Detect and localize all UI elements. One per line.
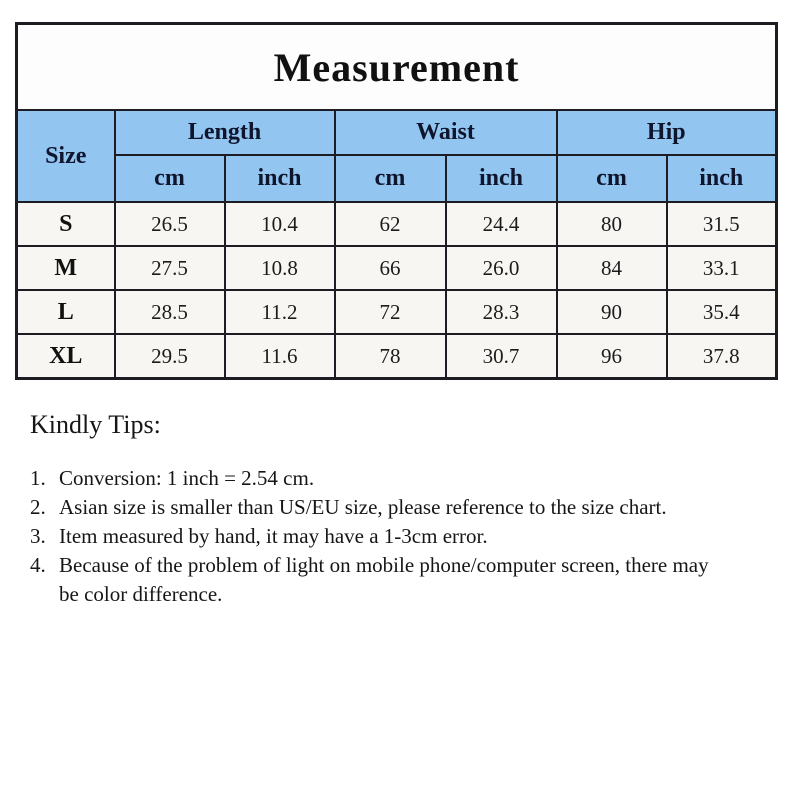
table-row-s: [17, 202, 777, 246]
value-cell: 78: [335, 334, 446, 379]
group-header-waist: Waist: [335, 110, 557, 155]
value-cell: 10.8: [225, 246, 335, 290]
value-cell: 26.0: [446, 246, 557, 290]
table-title-row: [17, 24, 777, 111]
unit-header-hip-inch: inch: [667, 155, 777, 202]
value-cell: 31.5: [667, 202, 777, 246]
size-cell: XL: [17, 334, 115, 379]
unit-header-length-cm: cm: [115, 155, 225, 202]
table-title: Measurement: [17, 24, 777, 111]
tip-item: [30, 493, 760, 522]
value-cell: 72: [335, 290, 446, 334]
value-cell: 28.3: [446, 290, 557, 334]
value-cell: 35.4: [667, 290, 777, 334]
tip-number: 4.: [30, 553, 46, 577]
size-cell: S: [17, 202, 115, 246]
unit-header-length-inch: inch: [225, 155, 335, 202]
measurement-table: [15, 22, 778, 380]
table-row-l: [17, 290, 777, 334]
tips-heading: Kindly Tips:: [30, 410, 161, 439]
value-cell: 10.4: [225, 202, 335, 246]
table-row-xl: [17, 334, 777, 379]
tip-item: [30, 464, 760, 493]
value-cell: 66: [335, 246, 446, 290]
unit-header-waist-inch: inch: [446, 155, 557, 202]
tip-text: Item measured by hand, it may have a 1-3cm error.: [59, 524, 488, 548]
group-header-length: Length: [115, 110, 335, 155]
unit-header-row: [17, 155, 777, 202]
size-corner-header: Size: [17, 110, 115, 202]
value-cell: 24.4: [446, 202, 557, 246]
size-cell: L: [17, 290, 115, 334]
value-cell: 80: [557, 202, 667, 246]
value-cell: 84: [557, 246, 667, 290]
tip-text: Because of the problem of light on mobile phone/computer screen, there may be color difference.: [59, 553, 709, 606]
value-cell: 27.5: [115, 246, 225, 290]
size-cell: M: [17, 246, 115, 290]
tip-number: 1.: [30, 466, 46, 490]
group-header-row: [17, 110, 777, 155]
value-cell: 11.2: [225, 290, 335, 334]
unit-header-hip-cm: cm: [557, 155, 667, 202]
tip-item: [30, 522, 760, 551]
tip-text: Conversion: 1 inch = 2.54 cm.: [59, 466, 315, 490]
value-cell: 28.5: [115, 290, 225, 334]
value-cell: 62: [335, 202, 446, 246]
table-row-m: [17, 246, 777, 290]
value-cell: 30.7: [446, 334, 557, 379]
measurement-table-container: [15, 22, 775, 380]
tip-number: 3.: [30, 524, 46, 548]
unit-header-waist-cm: cm: [335, 155, 446, 202]
value-cell: 26.5: [115, 202, 225, 246]
kindly-tips-section: [30, 410, 760, 609]
value-cell: 37.8: [667, 334, 777, 379]
tip-item: [30, 551, 760, 609]
tip-text: Asian size is smaller than US/EU size, please reference to the size chart.: [59, 495, 667, 519]
tip-number: 2.: [30, 495, 46, 519]
value-cell: 96: [557, 334, 667, 379]
value-cell: 33.1: [667, 246, 777, 290]
group-header-hip: Hip: [557, 110, 777, 155]
value-cell: 29.5: [115, 334, 225, 379]
value-cell: 90: [557, 290, 667, 334]
value-cell: 11.6: [225, 334, 335, 379]
